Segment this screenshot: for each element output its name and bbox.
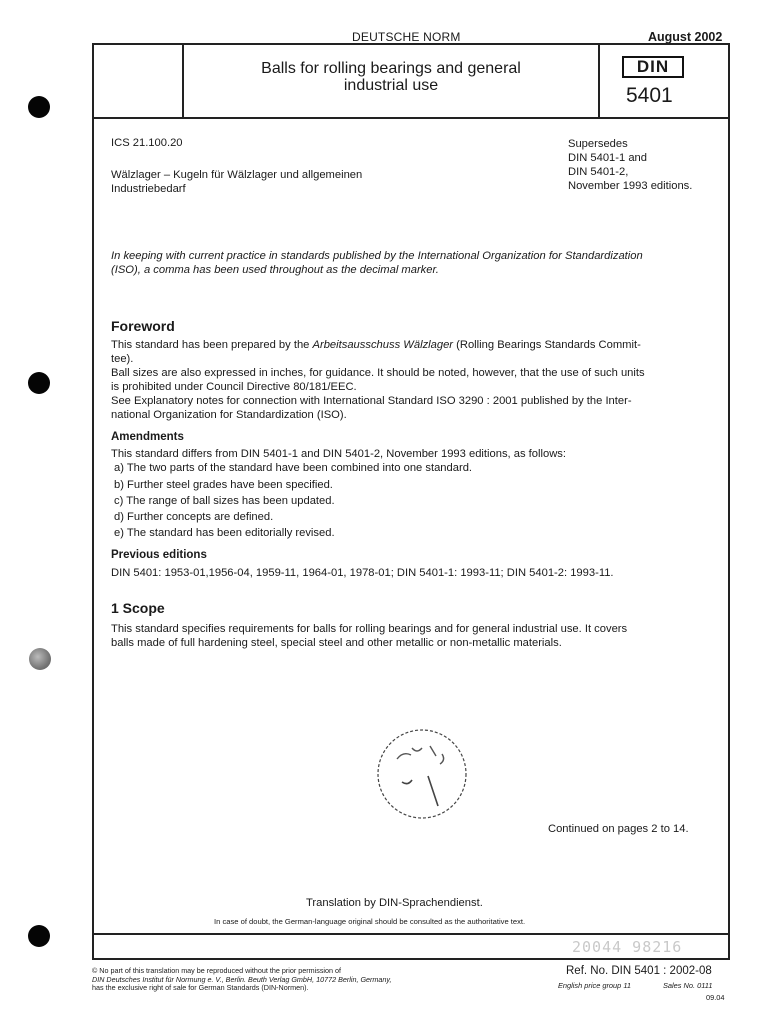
german-title-line: Wälzlager – Kugeln für Wälzlager und allgemeinen <box>111 169 363 181</box>
foreword-heading: Foreword <box>111 318 175 334</box>
reference-number: Ref. No. DIN 5401 : 2002-08 <box>566 965 712 977</box>
supersedes-block <box>568 137 692 193</box>
continued-note: Continued on pages 2 to 14. <box>548 823 689 835</box>
amendment-item: e) The standard has been editorially revised. <box>114 527 335 539</box>
supersedes-line: DIN 5401-2, <box>568 166 629 178</box>
foreword-line: national Organization for Standardization (ISO). <box>111 409 347 421</box>
punch-hole <box>29 648 51 670</box>
amendment-item: d) Further concepts are defined. <box>114 511 274 523</box>
library-stamp <box>372 724 472 824</box>
supersedes-line: Supersedes <box>568 138 628 150</box>
supersedes-line: November 1993 editions. <box>568 180 693 192</box>
standard-number: 5401 <box>626 84 673 107</box>
amendment-item: a) The two parts of the standard have been combined into one standard. <box>114 462 473 474</box>
din-logo <box>622 56 684 78</box>
scope-heading: 1 Scope <box>111 600 165 616</box>
ics-code: ICS 21.100.20 <box>111 137 183 149</box>
copyright-line: © No part of this translation may be reproduced without the prior permission of <box>92 966 341 975</box>
amendment-item: c) The range of ball sizes has been updated. <box>114 495 335 507</box>
decimal-marker-notice <box>111 249 643 277</box>
notice-line: In keeping with current practice in standards published by the International Organization for Standardization <box>111 250 643 262</box>
archive-stamp: 20044 98216 <box>572 938 683 956</box>
foreword-text: This standard has been prepared by the <box>111 339 313 351</box>
title-line: industrial use <box>343 77 439 94</box>
print-code: 09.04 <box>706 993 725 1002</box>
publication-date: August 2002 <box>648 30 723 44</box>
sales-number: Sales No. 0111 <box>663 981 713 990</box>
foreword-body <box>111 338 645 422</box>
punch-hole <box>28 96 50 118</box>
divider <box>92 117 730 119</box>
authoritative-text-note: In case of doubt, the German-language original should be consulted as the authoritative text. <box>214 917 526 926</box>
punch-hole <box>28 925 50 947</box>
divider <box>92 933 730 935</box>
german-title-line: Industriebedarf <box>111 183 186 195</box>
foreword-line: tee). <box>111 353 134 365</box>
supersedes-line: DIN 5401-1 and <box>568 152 647 164</box>
copyright-line: DIN Deutsches Institut für Normung e. V., Berlin. Beuth Verlag GmbH, 10772 Berlin, Germany, <box>92 974 392 984</box>
notice-line: (ISO), a comma has been used throughout as the decimal marker. <box>111 264 439 276</box>
document-title <box>184 60 598 94</box>
copyright-notice <box>92 967 391 993</box>
scope-line: This standard specifies requirements for balls for rolling bearings and for general industrial use. It covers <box>111 623 628 635</box>
foreword-line: is prohibited under Council Directive 80/181/EEC. <box>111 381 357 393</box>
din-logo-text: DIN <box>636 57 670 76</box>
title-line: Balls for rolling bearings and general <box>261 60 521 77</box>
price-group: English price group 11 <box>558 981 631 990</box>
foreword-text: (Rolling Bearings Standards Commit- <box>453 339 641 351</box>
org-label: DEUTSCHE NORM <box>352 30 461 44</box>
punch-hole <box>28 372 50 394</box>
previous-editions-heading: Previous editions <box>111 549 207 561</box>
foreword-line: Ball sizes are also expressed in inches, for guidance. It should be noted, however, that the use of such units <box>111 367 645 379</box>
foreword-line: See Explanatory notes for connection with International Standard ISO 3290 : 2001 published by the Inter- <box>111 395 632 407</box>
scope-line: balls made of full hardening steel, special steel and other metallic or non-metallic materials. <box>111 637 562 649</box>
german-title <box>111 168 362 196</box>
amendments-heading: Amendments <box>111 431 184 443</box>
translation-note: Translation by DIN-Sprachendienst. <box>306 897 483 909</box>
scope-body <box>111 622 627 650</box>
committee-name: Arbeitsausschuss Wälzlager <box>312 339 454 351</box>
foreword-line <box>111 338 645 352</box>
divider <box>598 43 600 118</box>
previous-editions-text: DIN 5401: 1953-01,1956-04, 1959-11, 1964-01, 1978-01; DIN 5401-1: 1993-11; DIN 5401-2: 1993-11. <box>111 567 614 579</box>
copyright-line: has the exclusive right of sale for German Standards (DIN-Normen). <box>92 983 309 993</box>
amendment-item: b) Further steel grades have been specified. <box>114 479 333 491</box>
amendments-intro: This standard differs from DIN 5401-1 and DIN 5401-2, November 1993 editions, as follows: <box>111 448 566 460</box>
